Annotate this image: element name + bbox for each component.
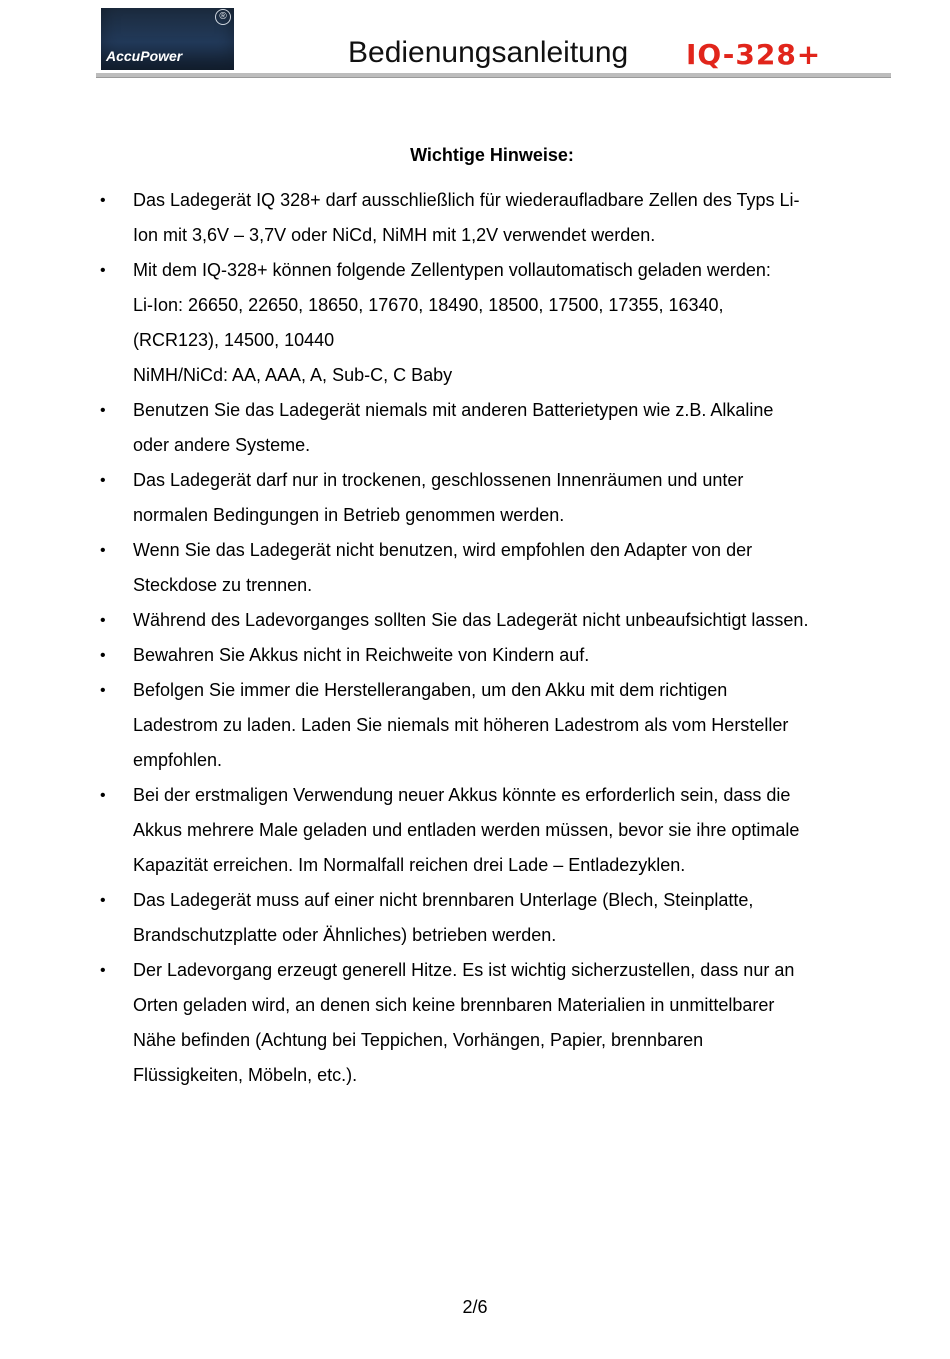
section-heading: Wichtige Hinweise: [410,145,574,165]
bullet-line: Kapazität erreichen. Im Normalfall reichen drei Lade – Entladezyklen. [133,855,686,875]
bullet-line: Brandschutzplatte oder Ähnliches) betrieben werden. [133,925,557,945]
bullet-item [96,253,896,393]
bullet-item [96,638,896,673]
bullet-line: oder andere Systeme. [133,435,311,455]
page-number: 2/6 [462,1297,488,1317]
bullet-line: Li-Ion: 26650, 22650, 18650, 17670, 18490, 18500, 17500, 17355, 16340, [133,295,724,315]
bullet-line: • Das Ladegerät muss auf einer nicht brennbaren Unterlage (Blech, Steinplatte, [133,890,754,910]
bullet-line: • Mit dem IQ-328+ können folgende Zellentypen vollautomatisch geladen werden: [133,260,771,280]
bullet-line: • Bewahren Sie Akkus nicht in Reichweite von Kindern auf. [133,645,590,665]
registered-mark: ® [215,9,231,25]
bullet-item [96,533,896,603]
bullet-item [96,883,896,953]
bullet-line: • Das Ladegerät IQ 328+ darf ausschließlich für wiederaufladbare Zellen des Typs Li- [133,190,800,210]
bullet-line: • Das Ladegerät darf nur in trockenen, geschlossenen Innenräumen und unter [133,470,744,490]
bullet-line: Akkus mehrere Male geladen und entladen werden müssen, bevor sie ihre optimale [133,820,800,840]
bullet-line: • Der Ladevorgang erzeugt generell Hitze. Es ist wichtig sicherzustellen, dass nur an [133,960,795,980]
page-title: Bedienungsanleitung [348,36,629,69]
bullet-line: empfohlen. [133,750,223,770]
bullet-item [96,603,896,638]
header-divider [96,73,891,78]
bullet-item [96,393,896,463]
bullet-line: • Benutzen Sie das Ladegerät niemals mit anderen Batterietypen wie z.B. Alkaline [133,400,774,420]
bullet-item [96,953,896,1093]
bullet-line: • Befolgen Sie immer die Herstellerangaben, um den Akku mit dem richtigen [133,680,728,700]
bullet-line: Nähe befinden (Achtung bei Teppichen, Vorhängen, Papier, brennbaren [133,1030,704,1050]
bullet-line: • Bei der erstmaligen Verwendung neuer Akkus könnte es erforderlich sein, dass die [133,785,791,805]
bullet-line: normalen Bedingungen in Betrieb genommen werden. [133,505,565,525]
product-logo: IQ-328+ [686,38,822,71]
bullet-list [96,183,896,1093]
brand-logo-text: AccuPower [106,48,183,64]
bullet-item [96,463,896,533]
bullet-item [96,778,896,883]
bullet-line: Flüssigkeiten, Möbeln, etc.). [133,1065,358,1085]
bullet-line: • Während des Ladevorganges sollten Sie das Ladegerät nicht unbeaufsichtigt lassen. [133,610,809,630]
bullet-line: • Wenn Sie das Ladegerät nicht benutzen, wird empfohlen den Adapter von der [133,540,753,560]
bullet-item [96,673,896,778]
bullet-line: Orten geladen wird, an denen sich keine brennbaren Materialien in unmittelbarer [133,995,775,1015]
bullet-line: Ion mit 3,6V – 3,7V oder NiCd, NiMH mit 1,2V verwendet werden. [133,225,656,245]
bullet-line: NiMH/NiCd: AA, AAA, A, Sub-C, C Baby [133,365,453,385]
bullet-item [96,183,896,253]
bullet-line: (RCR123), 14500, 10440 [133,330,335,350]
bullet-line: Ladestrom zu laden. Laden Sie niemals mit höheren Ladestrom als vom Hersteller [133,715,789,735]
bullet-line: Steckdose zu trennen. [133,575,313,595]
